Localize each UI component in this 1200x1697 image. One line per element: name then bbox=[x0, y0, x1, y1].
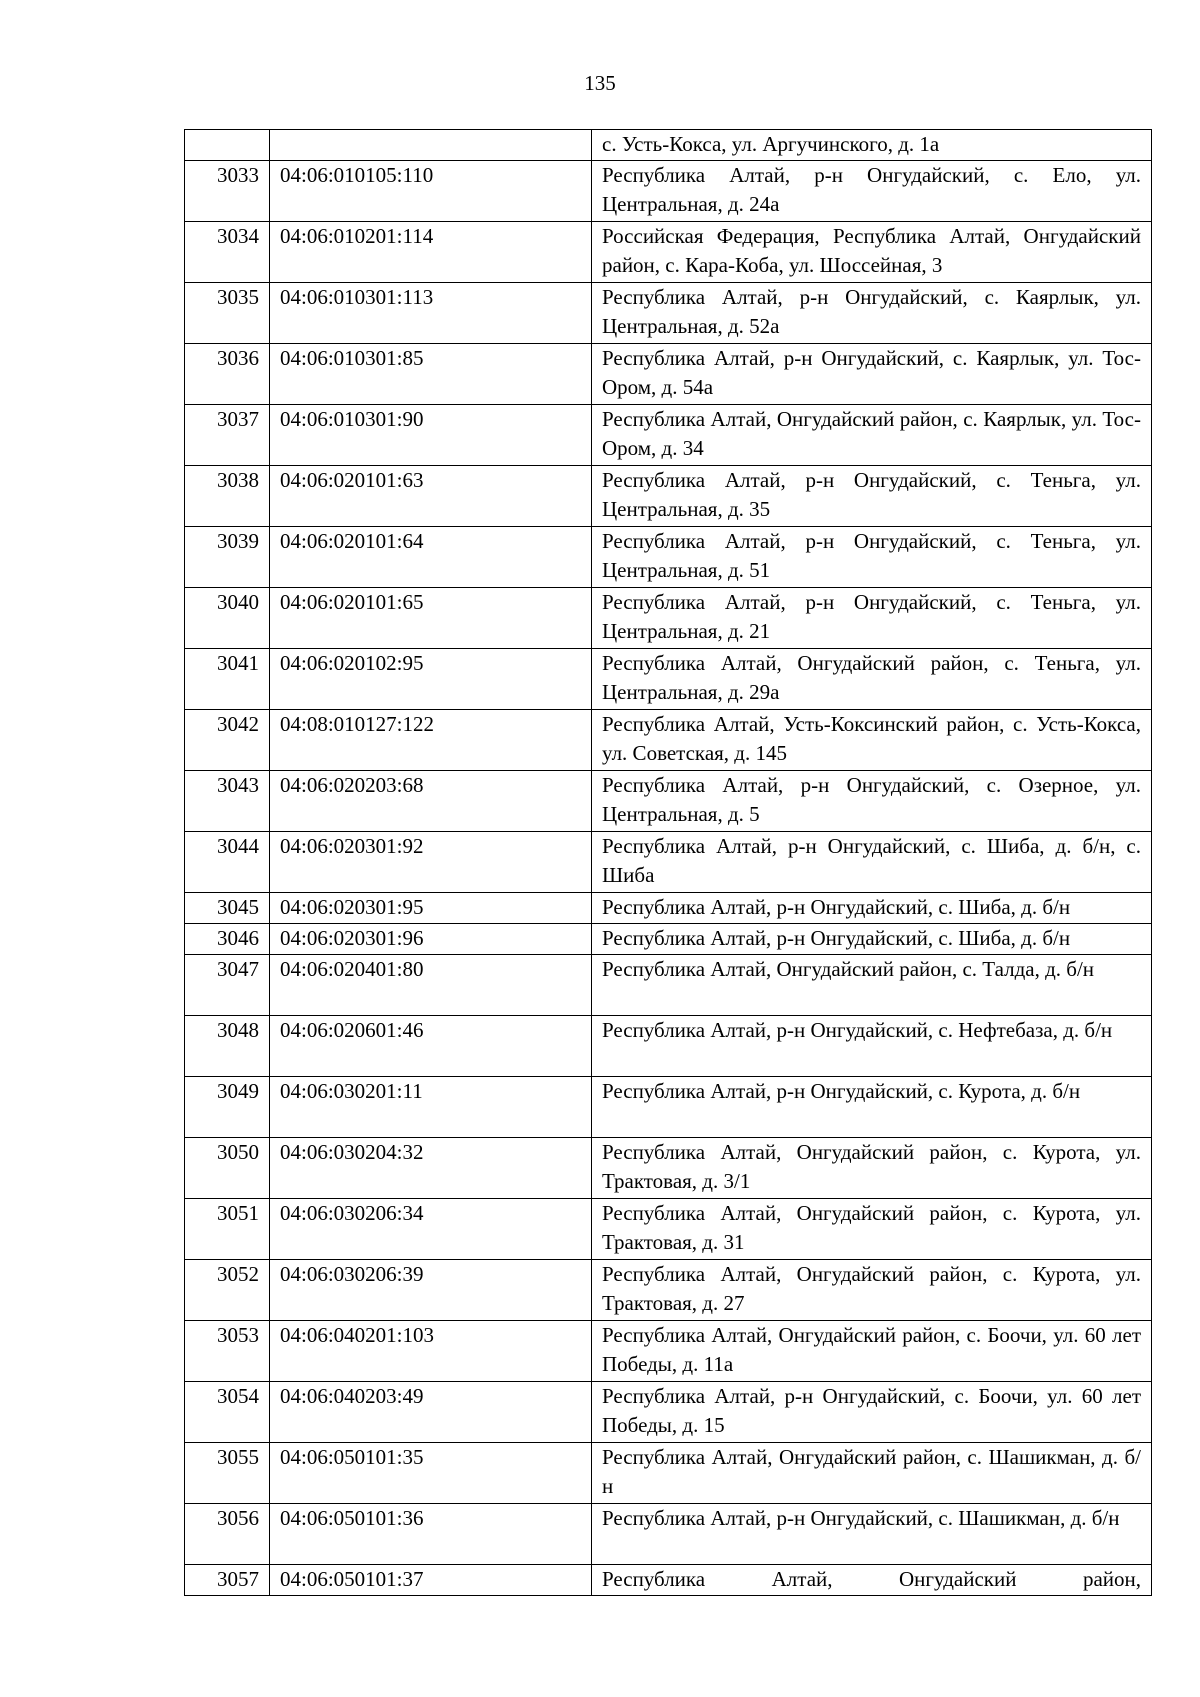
row-number-cell: 3041 bbox=[185, 649, 270, 710]
row-number-cell: 3052 bbox=[185, 1260, 270, 1321]
cadastral-number-cell: 04:06:010301:90 bbox=[270, 405, 592, 466]
row-number-cell: 3055 bbox=[185, 1443, 270, 1504]
cadastral-number-cell: 04:06:020301:92 bbox=[270, 832, 592, 893]
address-cell: Республика Алтай, Онгудайский район, с. Талда, д. б/н bbox=[592, 955, 1152, 1016]
table-row bbox=[185, 1321, 1152, 1382]
table-row bbox=[185, 924, 1152, 955]
cadastral-number-cell: 04:06:010301:113 bbox=[270, 283, 592, 344]
cadastral-number-cell: 04:06:040203:49 bbox=[270, 1382, 592, 1443]
table-row bbox=[185, 1016, 1152, 1077]
row-number-cell: 3056 bbox=[185, 1504, 270, 1565]
row-number-cell: 3054 bbox=[185, 1382, 270, 1443]
address-cell: Республика Алтай, р-н Онгудайский, с. Теньга, ул. Центральная, д. 35 bbox=[592, 466, 1152, 527]
table-row bbox=[185, 955, 1152, 1016]
address-cell: Республика Алтай, р-н Онгудайский, с. Шиба, д. б/н, с. Шиба bbox=[592, 832, 1152, 893]
row-number-cell: 3045 bbox=[185, 893, 270, 924]
cadastral-number-cell: 04:06:050101:35 bbox=[270, 1443, 592, 1504]
address-cell: Республика Алтай, р-н Онгудайский, с. Теньга, ул. Центральная, д. 21 bbox=[592, 588, 1152, 649]
cadastral-number-cell: 04:06:030204:32 bbox=[270, 1138, 592, 1199]
row-number-cell: 3034 bbox=[185, 222, 270, 283]
table-row bbox=[185, 344, 1152, 405]
address-cell: Республика Алтай, р-н Онгудайский, с. Шашикман, д. б/н bbox=[592, 1504, 1152, 1565]
cadastral-number-cell: 04:06:020601:46 bbox=[270, 1016, 592, 1077]
address-cell: Республика Алтай, Онгудайский район, с. Курота, ул. Трактовая, д. 27 bbox=[592, 1260, 1152, 1321]
table-row bbox=[185, 222, 1152, 283]
table-row bbox=[185, 405, 1152, 466]
cadastral-number-cell: 04:06:020301:96 bbox=[270, 924, 592, 955]
address-cell: Республика Алтай, р-н Онгудайский, с. Шиба, д. б/н bbox=[592, 893, 1152, 924]
address-cell: Республика Алтай, р-н Онгудайский, с. Ело, ул. Центральная, д. 24а bbox=[592, 161, 1152, 222]
address-cell: Республика Алтай, Онгудайский район, с. Курота, ул. Трактовая, д. 3/1 bbox=[592, 1138, 1152, 1199]
row-number-cell: 3033 bbox=[185, 161, 270, 222]
address-cell: Республика Алтай, Онгудайский район, с. Шашикман, д. б/н bbox=[592, 1443, 1152, 1504]
cadastral-number-cell: 04:06:010201:114 bbox=[270, 222, 592, 283]
row-number-cell: 3053 bbox=[185, 1321, 270, 1382]
cadastral-number-cell: 04:06:020301:95 bbox=[270, 893, 592, 924]
cadastral-number-cell: 04:06:020101:63 bbox=[270, 466, 592, 527]
address-cell: Республика Алтай, р-н Онгудайский, с. Каярлык, ул. Тос-Ором, д. 54а bbox=[592, 344, 1152, 405]
cadastral-number-cell: 04:06:030201:11 bbox=[270, 1077, 592, 1138]
address-cell: Республика Алтай, Онгудайский район, с. Теньга, ул. Центральная, д. 29а bbox=[592, 649, 1152, 710]
address-cell: Республика Алтай, р-н Онгудайский, с. Теньга, ул. Центральная, д. 51 bbox=[592, 527, 1152, 588]
address-cell: с. Усть-Кокса, ул. Аргучинского, д. 1а bbox=[592, 130, 1152, 161]
cadastral-number-cell: 04:06:010105:110 bbox=[270, 161, 592, 222]
table-row bbox=[185, 466, 1152, 527]
cadastral-number-cell: 04:06:050101:37 bbox=[270, 1565, 592, 1596]
address-cell: Республика Алтай, р-н Онгудайский, с. Боочи, ул. 60 лет Победы, д. 15 bbox=[592, 1382, 1152, 1443]
row-number-cell: 3049 bbox=[185, 1077, 270, 1138]
table-row bbox=[185, 130, 1152, 161]
table-row bbox=[185, 1504, 1152, 1565]
cadastral-number-cell: 04:06:020203:68 bbox=[270, 771, 592, 832]
cadastral-number-cell: 04:06:020102:95 bbox=[270, 649, 592, 710]
address-cell: Республика Алтай, Онгудайский район, bbox=[592, 1565, 1152, 1596]
cadastral-number-cell: 04:06:020101:64 bbox=[270, 527, 592, 588]
address-cell: Российская Федерация, Республика Алтай, Онгудайский район, с. Кара-Коба, ул. Шоссейная, 3 bbox=[592, 222, 1152, 283]
row-number-cell: 3057 bbox=[185, 1565, 270, 1596]
address-cell: Республика Алтай, Онгудайский район, с. Курота, ул. Трактовая, д. 31 bbox=[592, 1199, 1152, 1260]
cadastral-number-cell: 04:06:010301:85 bbox=[270, 344, 592, 405]
address-cell: Республика Алтай, Онгудайский район, с. Каярлык, ул. Тос-Ором, д. 34 bbox=[592, 405, 1152, 466]
table-row bbox=[185, 527, 1152, 588]
address-cell: Республика Алтай, Усть-Коксинский район, с. Усть-Кокса, ул. Советская, д. 145 bbox=[592, 710, 1152, 771]
address-cell: Республика Алтай, р-н Онгудайский, с. Курота, д. б/н bbox=[592, 1077, 1152, 1138]
address-cell: Республика Алтай, р-н Онгудайский, с. Озерное, ул. Центральная, д. 5 bbox=[592, 771, 1152, 832]
table-row bbox=[185, 161, 1152, 222]
row-number-cell: 3042 bbox=[185, 710, 270, 771]
table-row bbox=[185, 1077, 1152, 1138]
cadastral-number-cell: 04:06:050101:36 bbox=[270, 1504, 592, 1565]
cadastral-number-cell bbox=[270, 130, 592, 161]
row-number-cell: 3039 bbox=[185, 527, 270, 588]
cadastral-number-cell: 04:06:030206:39 bbox=[270, 1260, 592, 1321]
cadastral-number-cell: 04:08:010127:122 bbox=[270, 710, 592, 771]
address-cell: Республика Алтай, р-н Онгудайский, с. Нефтебаза, д. б/н bbox=[592, 1016, 1152, 1077]
address-cell: Республика Алтай, р-н Онгудайский, с. Шиба, д. б/н bbox=[592, 924, 1152, 955]
page-number: 135 bbox=[584, 71, 616, 95]
cadastral-number-cell: 04:06:030206:34 bbox=[270, 1199, 592, 1260]
table-row bbox=[185, 1138, 1152, 1199]
table-row bbox=[185, 710, 1152, 771]
table-row bbox=[185, 771, 1152, 832]
row-number-cell: 3037 bbox=[185, 405, 270, 466]
row-number-cell: 3047 bbox=[185, 955, 270, 1016]
row-number-cell: 3035 bbox=[185, 283, 270, 344]
row-number-cell: 3051 bbox=[185, 1199, 270, 1260]
row-number-cell: 3046 bbox=[185, 924, 270, 955]
cadastral-number-cell: 04:06:040201:103 bbox=[270, 1321, 592, 1382]
cadastral-number-cell: 04:06:020101:65 bbox=[270, 588, 592, 649]
cadastral-number-cell: 04:06:020401:80 bbox=[270, 955, 592, 1016]
table-row bbox=[185, 893, 1152, 924]
address-cell: Республика Алтай, Онгудайский район, с. Боочи, ул. 60 лет Победы, д. 11а bbox=[592, 1321, 1152, 1382]
table-row bbox=[185, 1565, 1152, 1596]
table-row bbox=[185, 649, 1152, 710]
table-row bbox=[185, 1199, 1152, 1260]
row-number-cell: 3048 bbox=[185, 1016, 270, 1077]
row-number-cell: 3044 bbox=[185, 832, 270, 893]
table-row bbox=[185, 1443, 1152, 1504]
row-number-cell: 3043 bbox=[185, 771, 270, 832]
address-cell: Республика Алтай, р-н Онгудайский, с. Каярлык, ул. Центральная, д. 52а bbox=[592, 283, 1152, 344]
row-number-cell: 3040 bbox=[185, 588, 270, 649]
table-row bbox=[185, 588, 1152, 649]
table-row bbox=[185, 1260, 1152, 1321]
table-row bbox=[185, 832, 1152, 893]
registry-table bbox=[184, 129, 1152, 1596]
table-row bbox=[185, 283, 1152, 344]
row-number-cell: 3038 bbox=[185, 466, 270, 527]
row-number-cell: 3050 bbox=[185, 1138, 270, 1199]
table-row bbox=[185, 1382, 1152, 1443]
row-number-cell: 3036 bbox=[185, 344, 270, 405]
row-number-cell bbox=[185, 130, 270, 161]
